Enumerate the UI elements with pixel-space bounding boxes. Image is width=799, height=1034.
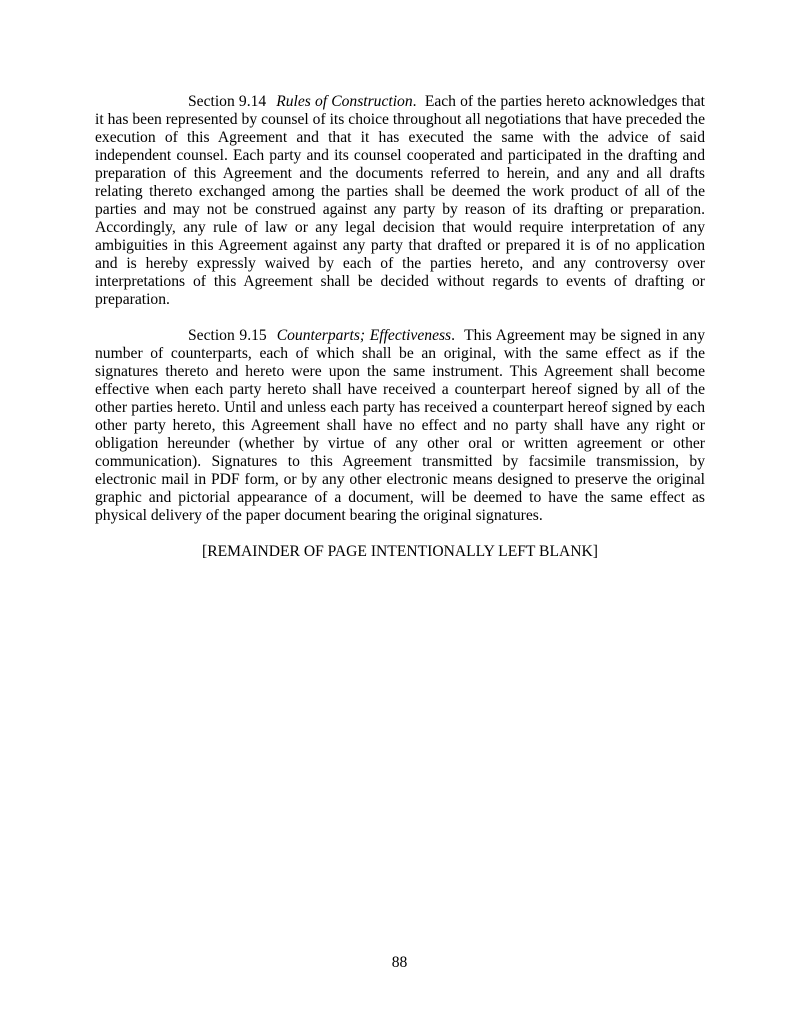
document-page — [95, 93, 705, 561]
section-title: Rules of Construction — [276, 93, 413, 110]
section-body: Each of the parties hereto acknowledges that it has been represented by counsel of its choice throughout all negotiations that have preceded the execution of this Agreement and that it has executed the same with the advice of said independent counsel. Each party and its counsel cooperated and participated in the drafting and preparation of this Agreement and the documents referred to herein, and any and all drafts relating thereto exchanged among the parties shall be deemed the work product of all of the parties and may not be construed against any party by reason of its drafting or preparation. Accordingly, any rule of law or any legal decision that would require interpretation of any ambiguities in this Agreement against any party that drafted or prepared it is of no application and is hereby expressly waived by each of the parties hereto, and any controversy over interpretations of this Agreement shall be decided without regards to events of drafting or preparation. — [95, 93, 705, 308]
section-title-period: . — [451, 327, 465, 344]
section-number: Section 9.14 — [188, 93, 267, 110]
section-9-15 — [95, 327, 705, 525]
section-body: This Agreement may be signed in any number of counterparts, each of which shall be an original, with the same effect as if the signatures thereto and hereto were upon the same instrument. This Agreement shall become effective when each party hereto shall have received a counterpart hereof signed by all of the other parties hereto. Until and unless each party has received a counterpart hereof signed by each other party hereto, this Agreement shall have no effect and no party shall have any right or obligation hereunder (whether by virtue of any other oral or written agreement or other communication). Signatures to this Agreement transmitted by facsimile transmission, by electronic mail in PDF form, or by any other electronic means designed to preserve the original graphic and pictorial appearance of a document, will be deemed to have the same effect as physical delivery of the paper document bearing the original signatures. — [95, 327, 706, 524]
page-number: 88 — [391, 954, 408, 971]
section-number: Section 9.15 — [188, 327, 267, 344]
section-9-14 — [95, 93, 705, 309]
section-title-period: . — [412, 93, 425, 110]
remainder-blank-notice: [REMAINDER OF PAGE INTENTIONALLY LEFT BLANK] — [202, 543, 598, 560]
section-title: Counterparts; Effectiveness — [276, 327, 452, 344]
